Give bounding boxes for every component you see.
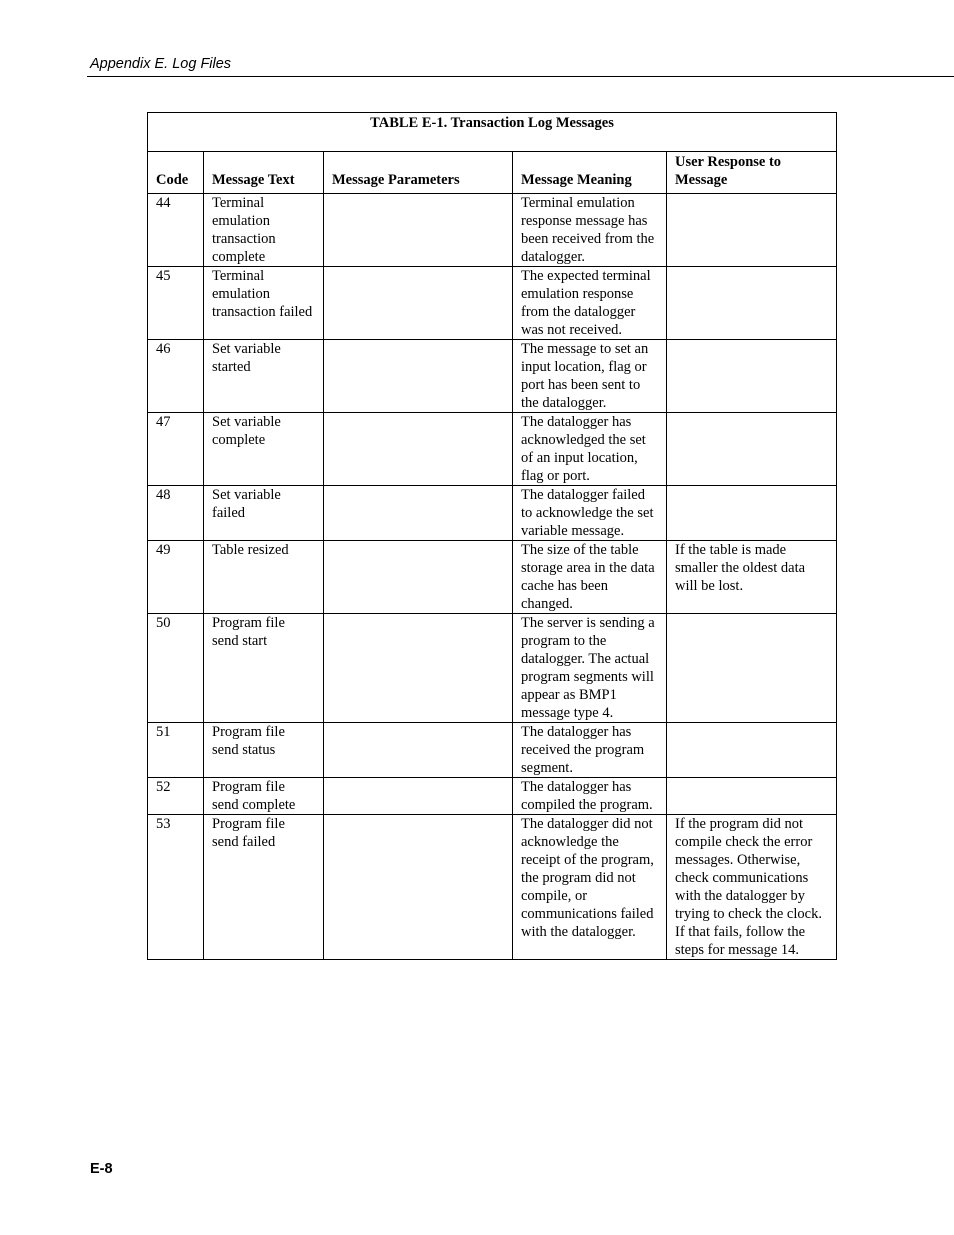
page-number: E-8 <box>90 1161 113 1177</box>
cell-user-response <box>667 267 837 340</box>
cell-message-parameters <box>324 541 513 614</box>
cell-message-text: Program file send failed <box>204 815 324 960</box>
table-row <box>148 541 837 614</box>
column-header-code: Code <box>148 152 204 194</box>
cell-user-response <box>667 194 837 267</box>
cell-message-text: Set variable failed <box>204 486 324 541</box>
cell-user-response <box>667 486 837 541</box>
cell-code: 53 <box>148 815 204 960</box>
cell-user-response: If the program did not compile check the error messages. Otherwise, check communications with the datalogger by trying to check the clock. If that fails, follow the steps for message 14. <box>667 815 837 960</box>
cell-code: 50 <box>148 614 204 723</box>
cell-message-parameters <box>324 486 513 541</box>
table-row <box>148 413 837 486</box>
cell-message-text: Set variable started <box>204 340 324 413</box>
cell-message-meaning: The datalogger has received the program segment. <box>513 723 667 778</box>
cell-message-parameters <box>324 413 513 486</box>
table-row <box>148 340 837 413</box>
cell-message-parameters <box>324 267 513 340</box>
table-row <box>148 815 837 960</box>
cell-message-text: Set variable complete <box>204 413 324 486</box>
cell-message-text: Program file send status <box>204 723 324 778</box>
cell-message-text: Program file send complete <box>204 778 324 815</box>
column-header-message-meaning: Message Meaning <box>513 152 667 194</box>
page-header-title: Appendix E. Log Files <box>90 56 232 72</box>
cell-message-meaning: The datalogger failed to acknowledge the set variable message. <box>513 486 667 541</box>
cell-message-parameters <box>324 194 513 267</box>
cell-message-text: Table resized <box>204 541 324 614</box>
cell-user-response <box>667 778 837 815</box>
cell-user-response: If the table is made smaller the oldest data will be lost. <box>667 541 837 614</box>
table-row <box>148 723 837 778</box>
cell-code: 46 <box>148 340 204 413</box>
table-row <box>148 194 837 267</box>
table-row <box>148 267 837 340</box>
cell-message-meaning: The message to set an input location, flag or port has been sent to the datalogger. <box>513 340 667 413</box>
cell-code: 52 <box>148 778 204 815</box>
cell-code: 44 <box>148 194 204 267</box>
cell-user-response <box>667 614 837 723</box>
cell-user-response <box>667 723 837 778</box>
column-header-message-text: Message Text <box>204 152 324 194</box>
cell-message-parameters <box>324 614 513 723</box>
transaction-log-table <box>147 112 837 960</box>
cell-code: 51 <box>148 723 204 778</box>
cell-message-meaning: The datalogger did not acknowledge the receipt of the program, the program did not compile, or communications failed with the datalogger. <box>513 815 667 960</box>
cell-message-meaning: Terminal emulation response message has been received from the datalogger. <box>513 194 667 267</box>
column-header-user-response: User Response to Message <box>667 152 837 194</box>
cell-message-parameters <box>324 778 513 815</box>
cell-message-meaning: The server is sending a program to the datalogger. The actual program segments will appear as BMP1 message type 4. <box>513 614 667 723</box>
cell-message-parameters <box>324 815 513 960</box>
column-header-message-parameters: Message Parameters <box>324 152 513 194</box>
cell-message-meaning: The expected terminal emulation response from the datalogger was not received. <box>513 267 667 340</box>
table-row <box>148 486 837 541</box>
cell-message-parameters <box>324 340 513 413</box>
cell-message-meaning: The size of the table storage area in the data cache has been changed. <box>513 541 667 614</box>
cell-code: 45 <box>148 267 204 340</box>
cell-code: 49 <box>148 541 204 614</box>
table-caption: TABLE E-1. Transaction Log Messages <box>148 113 837 152</box>
table-row <box>148 614 837 723</box>
cell-user-response <box>667 413 837 486</box>
cell-code: 48 <box>148 486 204 541</box>
cell-user-response <box>667 340 837 413</box>
cell-message-meaning: The datalogger has compiled the program. <box>513 778 667 815</box>
cell-message-text: Terminal emulation transaction failed <box>204 267 324 340</box>
cell-message-meaning: The datalogger has acknowledged the set of an input location, flag or port. <box>513 413 667 486</box>
header-rule <box>87 76 954 77</box>
cell-message-parameters <box>324 723 513 778</box>
cell-code: 47 <box>148 413 204 486</box>
cell-message-text: Program file send start <box>204 614 324 723</box>
table-row <box>148 778 837 815</box>
cell-message-text: Terminal emulation transaction complete <box>204 194 324 267</box>
